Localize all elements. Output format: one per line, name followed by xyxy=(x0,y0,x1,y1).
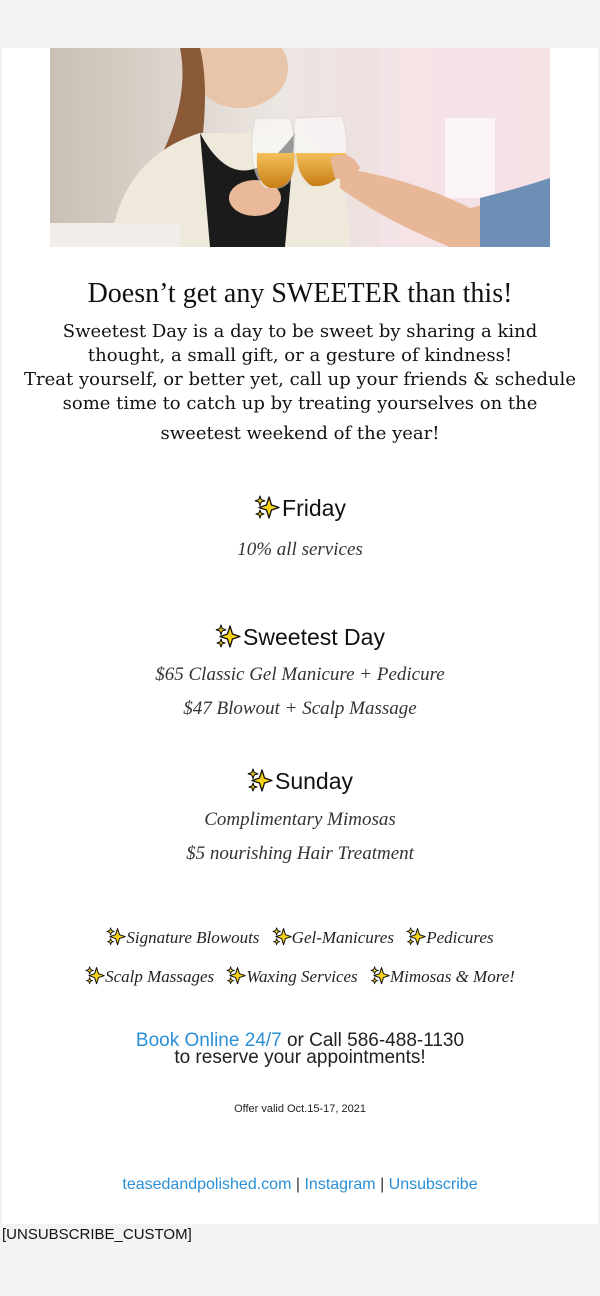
sparkles-icon xyxy=(215,624,241,650)
sparkles-icon xyxy=(85,966,105,986)
separator: | xyxy=(295,1176,301,1193)
deal-item: $47 Blowout + Scalp Massage xyxy=(183,698,417,719)
deal-item: $5 nourishing Hair Treatment xyxy=(186,843,414,864)
service-tag: Scalp Massages xyxy=(85,966,214,987)
service-tag: Signature Blowouts xyxy=(106,927,259,948)
intro-line: some time to catch up by treating yourselves on the xyxy=(62,393,538,414)
sparkles-icon xyxy=(247,768,273,794)
book-online-link[interactable]: Book Online 24/7 xyxy=(135,1030,282,1051)
intro-line: sweetest weekend of the year! xyxy=(160,423,440,444)
sparkles-icon xyxy=(272,927,292,947)
day-sweetest-day xyxy=(2,624,598,651)
deal-item: Complimentary Mimosas xyxy=(204,809,396,830)
headline: Doesn’t get any SWEETER than this! xyxy=(87,278,513,309)
footer-links xyxy=(2,1176,598,1194)
day-name: Sweetest Day xyxy=(243,624,385,650)
website-link[interactable]: teasedandpolished.com xyxy=(122,1176,292,1193)
separator: | xyxy=(380,1176,385,1193)
intro-line: Treat yourself, or better yet, call up your friends & schedule xyxy=(24,369,576,390)
intro-line: thought, a small gift, or a gesture of kindness! xyxy=(87,345,513,366)
service-tag: Mimosas & More! xyxy=(370,966,515,987)
offer-note: Offer valid Oct.15-17, 2021 xyxy=(234,1103,366,1115)
sparkles-icon xyxy=(254,495,280,521)
day-name: Friday xyxy=(282,495,346,521)
email-card xyxy=(2,48,598,1224)
sparkles-icon xyxy=(370,966,390,986)
hero-image xyxy=(50,48,550,247)
service-tag: Gel-Manicures xyxy=(272,927,394,948)
deal-item: 10% all services xyxy=(237,539,363,560)
day-name: Sunday xyxy=(274,768,353,794)
day-sunday xyxy=(2,768,598,795)
unsubscribe-custom-placeholder: [UNSUBSCRIBE_CUSTOM] xyxy=(2,1226,192,1243)
service-tag: Waxing Services xyxy=(226,966,357,987)
unsubscribe-link[interactable]: Unsubscribe xyxy=(388,1176,478,1193)
instagram-link[interactable]: Instagram xyxy=(304,1176,376,1193)
booking-cta xyxy=(2,1032,598,1066)
services-row xyxy=(2,966,598,987)
services-row xyxy=(2,927,598,948)
intro-text xyxy=(2,320,598,446)
call-text: or Call 586-488-1130 xyxy=(286,1030,465,1051)
intro-line: Sweetest Day is a day to be sweet by sharing a kind xyxy=(62,321,538,342)
deal-item: $65 Classic Gel Manicure + Pedicure xyxy=(155,664,445,685)
sparkles-icon xyxy=(226,966,246,986)
sparkles-icon xyxy=(406,927,426,947)
day-friday xyxy=(2,495,598,522)
sparkles-icon xyxy=(106,927,126,947)
reserve-text: to reserve your appointments! xyxy=(174,1047,426,1068)
service-tag: Pedicures xyxy=(406,927,493,948)
